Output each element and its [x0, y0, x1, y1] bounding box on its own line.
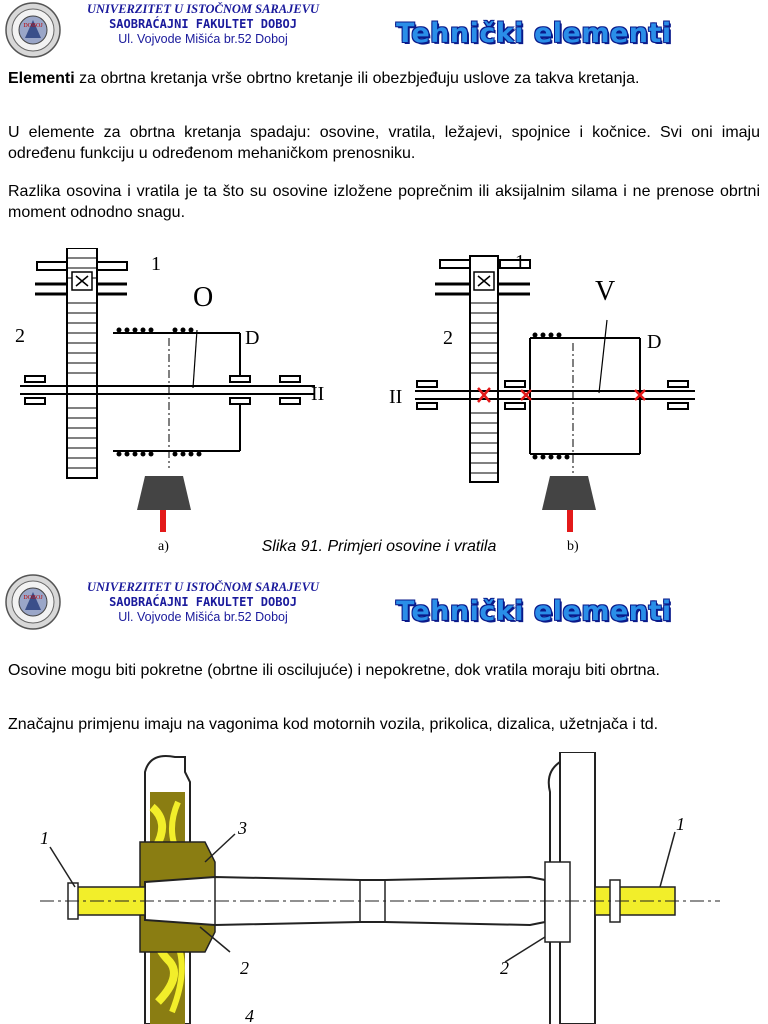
university-seal-icon: [5, 2, 61, 58]
label-D-b: D: [647, 331, 662, 353]
paragraph-2: U elemente za obrtna kretanja spadaju: osovine, vratila, ležajevi, spojnice i kočnice. Svi oni imaju određenu funkciju u određenom mehaničkom prenosniku.: [8, 124, 760, 162]
slide-header-2: [0, 572, 768, 632]
faculty-name-2: SAOBRAĆAJNI FAKULTET DOBOJ: [109, 595, 297, 609]
wheel-label-4: 4: [245, 1006, 254, 1024]
faculty-name: SAOBRAĆAJNI FAKULTET DOBOJ: [109, 17, 297, 31]
university-seal-icon: [5, 574, 61, 630]
slide2-paragraph-1: Osovine mogu biti pokretne (obrtne ili oscilujuće) i nepokretne, dok vratila moraju biti obrtna.: [8, 662, 660, 679]
course-title-2: Tehnički elementi: [396, 596, 672, 627]
svg-text:DOBOJ: DOBOJ: [23, 595, 43, 601]
figure-caption: [0, 538, 768, 556]
wheel-label-1-left: 1: [40, 828, 49, 848]
wheel-label-2-right: 2: [500, 958, 509, 978]
wheel-label-3: 3: [238, 818, 247, 838]
university-block: [68, 2, 338, 47]
label-II-b: II: [389, 386, 403, 408]
figure-wheelset: [0, 752, 768, 1024]
paragraph-1-bold: Elementi: [8, 70, 75, 87]
label-1: 1: [151, 253, 161, 275]
paragraph-1: [8, 68, 760, 89]
figure-shaft-b: [385, 248, 715, 558]
slide2-paragraph-2: Značajnu primjenu imaju na vagonima kod motornih vozila, prikolica, dizalica, užetnjača i td.: [8, 716, 659, 733]
label-b: b): [567, 539, 579, 554]
slide-2: [0, 572, 768, 1024]
figure-caption-text: Slika 91. Primjeri osovine i vratila: [261, 538, 497, 555]
wheel-label-2-left: 2: [240, 958, 249, 978]
slide-header: [0, 0, 768, 60]
svg-text:DOBOJ: DOBOJ: [23, 23, 43, 29]
university-name-2: UNIVERZITET U ISTOČNOM SARAJEVU: [86, 580, 320, 594]
label-O: O: [193, 282, 214, 313]
label-2-b: 2: [443, 327, 453, 349]
paragraph-1-text: za obrtna kretanja vrše obrtno kretanje ili obezbjeđuju uslove za takva kretanja.: [74, 70, 640, 87]
label-a: a): [158, 539, 169, 554]
label-II: II: [311, 383, 325, 405]
label-V: V: [595, 276, 616, 307]
figure-axle-a: [15, 248, 345, 558]
university-name: UNIVERZITET U ISTOČNOM SARAJEVU: [86, 2, 320, 16]
university-block-2: [68, 580, 338, 625]
label-D: D: [245, 327, 260, 349]
faculty-address-2: Ul. Vojvode Mišića br.52 Doboj: [118, 610, 288, 624]
label-1-b: 1: [515, 251, 525, 273]
wheel-label-1-right: 1: [676, 814, 685, 834]
label-2: 2: [15, 325, 25, 347]
paragraph-3: Razlika osovina i vratila je ta što su osovine izložene poprečnim ili aksijalnim silama i ne prenose obrtni moment odnodno snagu.: [8, 183, 760, 221]
course-title: Tehnički elementi: [396, 18, 672, 49]
faculty-address: Ul. Vojvode Mišića br.52 Doboj: [118, 32, 288, 46]
